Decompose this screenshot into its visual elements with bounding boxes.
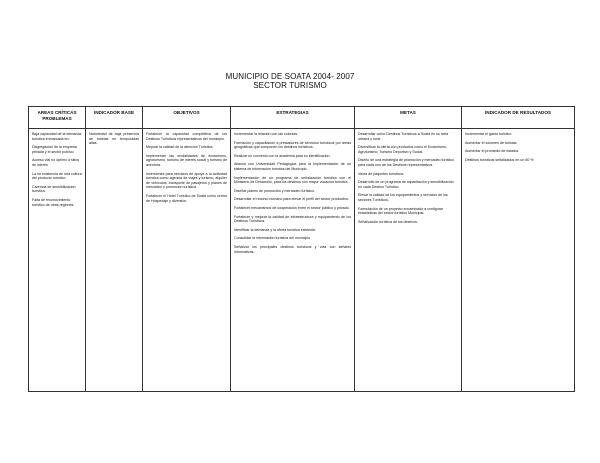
cell-indicador-base (86, 129, 143, 392)
list-item: Realizar un convenio con la academia para su identificación. (234, 153, 331, 158)
header-areas: AREAS CRÍTICAS PROBLEMAS (29, 107, 86, 129)
list-item: Señalización turística de los destinos. (358, 219, 418, 224)
list-item: Mejorar la calidad de la atención Turística. (146, 145, 214, 150)
list-item: Alianza con Universidad Pedagógica para la implementación de un sistema de información turística del Municipio. (234, 162, 351, 171)
list-item: Diseñar planes de promoción y mercadeo turístico. (234, 188, 316, 193)
list-item: Formulación de un proyecto encaminado a configurar estadísticas del sector turístico Municipal. (358, 206, 444, 216)
list-item: La no existencia de una cultura del producto turístico. (32, 171, 82, 181)
list-item: Baja capacidad de la demanda turística enmarcada en: (32, 132, 82, 141)
list-item: Identificar la demanda y la oferta turística existente. (234, 227, 317, 232)
cell-areas (29, 129, 86, 392)
header-indicador-base: INDICADOR BASE (86, 107, 143, 129)
page-subtitle: SECTOR TURISMO (253, 81, 327, 90)
list-item: Disgregación de la empresa privada y el sector público. (32, 145, 77, 154)
header-resultados: INDICADOR DE RESULTADOS (462, 107, 575, 129)
list-item: Desarrollo de un programa de capacitación y sensibilización en cada Destino Turístico. (358, 180, 454, 189)
cell-metas (355, 129, 462, 392)
list-item: Desarrollar como Destinos Turísticos a Soatá en su área urbana y rural. (358, 132, 449, 141)
table-row (29, 129, 575, 392)
cell-estrategias (231, 129, 355, 392)
list-item: Acceso vial no óptimo a sitios de interés (32, 158, 80, 167)
list-item: Desarrollar el recurso humano para elevar el perfil del sector productivo. (234, 197, 350, 202)
list-item: Aumentar el volumen de turistas (465, 140, 517, 145)
page-title: MUNICIPIO DE SOATA 2004- 2007 (225, 72, 355, 81)
header-estrategias: ESTRATEGIAS (231, 107, 355, 129)
list-item: Venta de paquetes turísticos. (358, 171, 405, 176)
list-item: Aumentar el promedio de estadía. (465, 149, 520, 154)
header-metas: METAS (355, 107, 462, 129)
list-item: Falta de reconocimiento turístico de otras regiones. (32, 197, 75, 207)
list-item: Notoriedad de baja presencia de turistas en temporadas altas. (89, 132, 139, 146)
list-item: Consolidar la información turística del municipio. (234, 236, 312, 241)
list-item: Fortalecer y mejorar la calidad de infraestructura y equipamiento de los Destinos Turísticos. (234, 214, 351, 224)
list-item: Implementación de un programa de señalización turística con el Ministerio de Desarrollo, para los destinos con mayor vocación turística. (234, 175, 351, 185)
cell-objetivos (143, 129, 231, 392)
list-item: Destinos turísticos señalizados en un 60 % (465, 157, 534, 162)
planning-table (28, 106, 575, 392)
list-item: Inversiones para servicios de apoyo a la actividad turística como agencia de viajes y turismo, alquiler de vehículos, transporte de pasajeros y planes de mercadeo y promoción turística. (146, 171, 227, 190)
header-objetivos: OBJETIVOS (143, 107, 231, 129)
list-item: Diseño de una estrategia de promoción y mercadeo turístico para cada uno de los Destinos representativos. (358, 158, 455, 167)
list-item: Diversificar la oferta con productos como el Ecoturismo, Agroturismo, Turismo Deportivo y Social. (358, 145, 447, 154)
list-item: Señalizar los principales destinos turísticos y vías con señales informativas. (234, 244, 351, 254)
list-item: Elevar la calidad de los equipamientos y servicios de los sectores Turísticos. (358, 193, 448, 202)
header-row (29, 107, 575, 129)
list-item: Fortalecer el Hotel Turístico de Soatá como centro de Hospedaje y diversión. (146, 193, 227, 203)
list-item: Formación y capacitación a prestadores de servicios turísticos por áreas geográficas que componen los destinos turísticos. (234, 140, 351, 150)
list-item: Incrementar el gasto turístico (465, 132, 512, 136)
cell-resultados (462, 129, 575, 392)
list-item: Incrementar la relación con las colonias. (234, 132, 299, 136)
list-item: Fortalecer mecanismos de cooperación entre el sector público y privado. (234, 205, 350, 210)
list-item: Carencia de sensibilización turística. (32, 184, 76, 194)
list-item: Implementar las modalidades de ecoturismo, agroturismo, turismo de interés social y turismo de aventura. (146, 153, 227, 167)
list-item: Fortalecer la capacidad competitiva de los Destinos Turísticos representativos del municipio. (146, 132, 227, 141)
